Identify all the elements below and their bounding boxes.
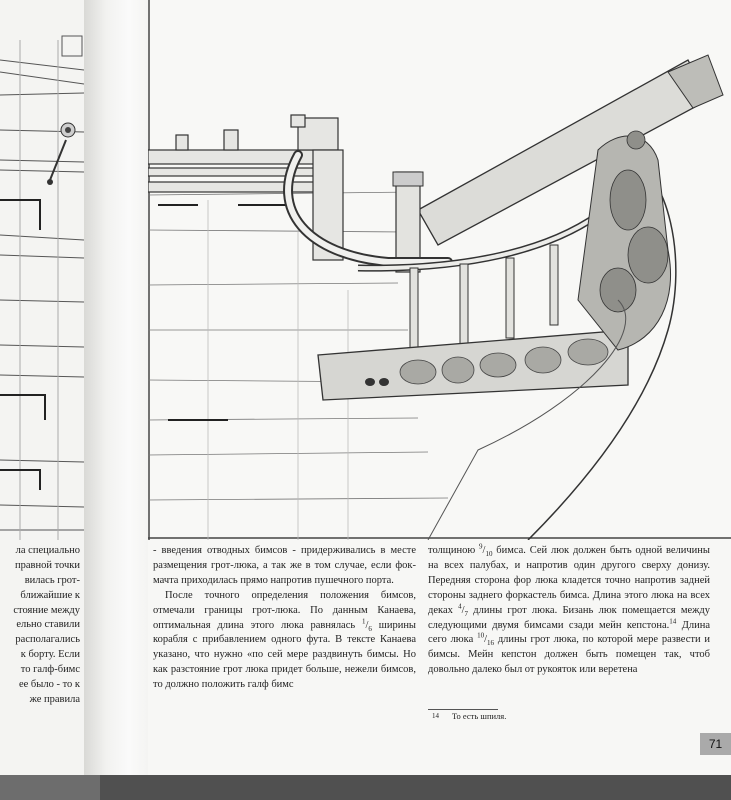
left-line: правной точки — [14, 559, 80, 571]
bottom-shadow — [100, 775, 731, 800]
left-line: же правила — [29, 693, 80, 705]
text-span: ширины корабля с прибавлением одного фута. В тексте Канаева указано, что нужно «по сей мере раздвинуть бимсы. Но как разстояние грот люка придет больше, нежели бимсов, то должно положить галф бимс — [153, 619, 416, 691]
left-line: стояние между — [13, 604, 80, 616]
fraction-numerator: 9 — [479, 542, 483, 551]
left-line: вилась грот- — [24, 574, 80, 586]
left-page — [0, 0, 84, 775]
book-gutter — [84, 0, 148, 775]
footnote-reference[interactable]: 14 — [669, 617, 677, 626]
footnote-number: 14 — [432, 712, 439, 720]
text-column-2 — [428, 544, 710, 678]
fraction-numerator: 4 — [458, 602, 462, 611]
fraction-denominator: 16 — [487, 639, 495, 648]
left-line: к борту. Если — [20, 649, 80, 661]
ship-bow-illustration — [148, 0, 731, 540]
text-span: Длина сего люка — [428, 619, 710, 646]
footnote-text: То есть шпиля. — [452, 711, 507, 721]
text-span: длины грот люка. Бизань люк помещается между следующими двумя бимсами сзади мейн кепстона. — [428, 604, 710, 631]
text-column-1 — [153, 544, 416, 693]
text-span: бимса. Сей люк должен быть одной величины на всех палубах, и напротив один другого сверху донизу. Передняя сторона фор люка кладется точно напротив задней стороны заднего форкастель бимса. Длина этого люка на всех деках — [428, 545, 710, 616]
text-span: толщиною — [428, 545, 480, 556]
footnote-rule — [428, 709, 498, 710]
text-span: длины грот люка, по которой мере развести и бимсы. Мейн кепстон должен быть помещен так, чтоб довольно далеко был от рукояток или веретена — [428, 634, 711, 676]
text-span: После точного определения положения бимсов, отмечали границы грот-люка. По данным Канаева, оптимальная длина этого люка равнялась — [153, 589, 416, 631]
left-page-text — [0, 544, 80, 708]
fraction-denominator: 7 — [464, 609, 469, 618]
page-number: 71 — [700, 733, 731, 755]
fraction-numerator: 1 — [362, 617, 366, 626]
paragraph: - введения отводных бимсов - придерживались в месте размещения грот-люка, а так же в том случае, если фок-мачта приходилась прямо напротив пушечного порта. — [153, 545, 416, 586]
left-line: ближайшие к — [20, 589, 80, 601]
left-line: то галф-бимс — [20, 664, 80, 676]
fraction-numerator: 10 — [477, 631, 485, 640]
paragraph: После точного определения положения бимсов, отмечали границы грот-люка. По данным Канаева, оптимальная длина этого люка равнялась $^1/_6$ ширины корабля с прибавлением одного фута. В тексте Канаева указано, что нужно «по сей мере раздвинуть бимсы. Но как разстояние грот люка придет больше, нежели бимсов, то должно положить галф бимс — [153, 589, 416, 691]
bottom-edge — [0, 775, 731, 800]
fraction-denominator: 10 — [485, 550, 493, 559]
paragraph: толщиною $^9/_{10}$ бимса. Сей люк должен быть одной величины на всех палубах, и напротив один другого сверху донизу. Передняя сторона фор люка кладется точно напротив задней стороны заднего форкастель бимса. Длина этого люка на всех деках $^4/_7$ длины грот люка. Бизань люк помещается между следующими двумя бимсами сзади мейн кепстона.$^{14}$ Длина сего люка $^{10}/_{16}$ длины грот люка, по которой мере развести и бимсы. Мейн кепстон должен быть помещен так, чтоб довольно далеко был от рукояток или веретена — [428, 542, 711, 676]
left-line: ельно ставили — [16, 619, 80, 631]
fraction-denominator: 6 — [368, 624, 372, 633]
left-line: ла специально — [15, 545, 80, 556]
left-ship-drawing — [0, 0, 84, 540]
left-line: ее было - то к — [18, 679, 80, 691]
left-line: располагались — [15, 634, 80, 646]
